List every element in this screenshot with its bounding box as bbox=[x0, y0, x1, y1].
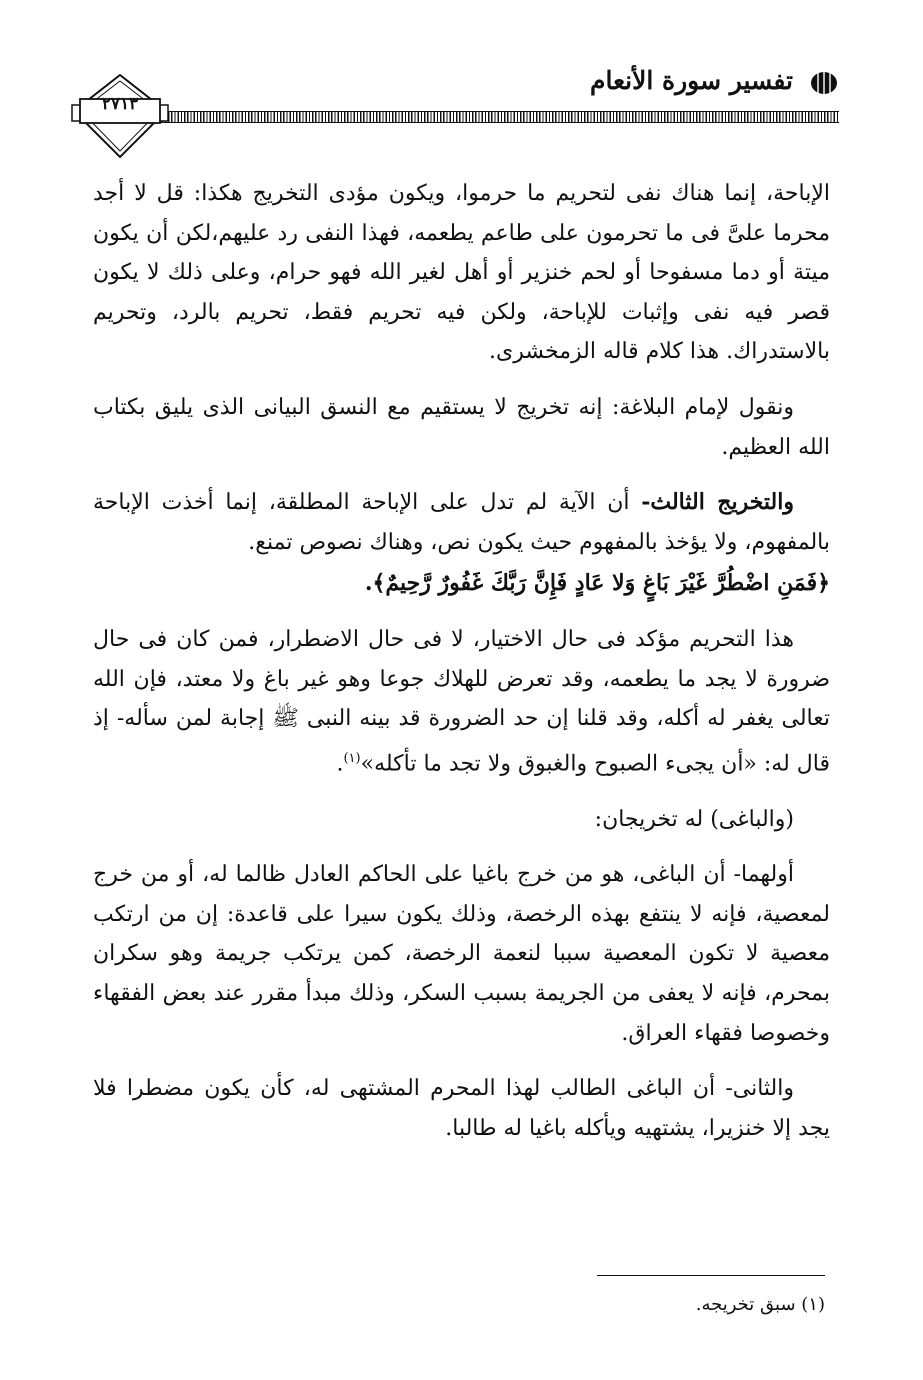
paragraph-7: والثانى- أن الباغى الطالب لهذا المحرم المشتهى له، كأن يكون مضطرا فلا يجد إلا خنزيرا، يشتهيه ويأكله باغيا له طالبا. bbox=[93, 1076, 830, 1141]
paragraph-3 bbox=[93, 483, 830, 562]
footnote: (١) سبق تخريجه. bbox=[695, 1294, 825, 1315]
body-text bbox=[93, 174, 830, 1164]
header-rule bbox=[152, 111, 839, 123]
footnote-rule bbox=[597, 1275, 825, 1276]
footnote-reference[interactable]: (١) bbox=[343, 750, 361, 766]
paragraph-2: ونقول لإمام البلاغة: إنه تخريج لا يستقيم مع النسق البيانى الذى يليق بكتاب الله العظيم. bbox=[93, 394, 830, 460]
paragraph-4-end: . bbox=[336, 751, 344, 777]
page-number-badge-icon bbox=[70, 73, 170, 159]
running-header-title: تفسير سورة الأنعام bbox=[589, 66, 793, 95]
paragraph-5: (والباغى) له تخريجان: bbox=[594, 806, 794, 832]
paragraph-1: الإباحة، إنما هناك نفى لتحريم ما حرموا، ويكون مؤدى التخريج هكذا: قل لا أجد محرما علىَّ فى ما تحرمون على طاعم يطعمه، فهذا النفى رد عليهم،لكن أن يكون ميتة أو دما مسفوحا أو لحم خنزير أو أهل لغير الله فهو حرام، وعلى ذلك لا يكون قصر فيه نفى وإثبات للإباحة، ولكن فيه تحريم فقط، تحريم بالرد، وتحريم بالاستدراك. هذا كلام قاله الزمخشرى. bbox=[93, 181, 830, 365]
page-number: ٢٧١٣ bbox=[101, 94, 139, 114]
header-ornament-icon bbox=[809, 70, 839, 96]
paragraph-3-text: أن الآية لم تدل على الإباحة المطلقة، إنما أخذت الإباحة بالمفهوم، ولا يؤخذ بالمفهوم حيث يكون نص، وهناك نصوص تمنع. bbox=[93, 490, 830, 555]
quran-verse: ﴿فَمَنِ اضْطُرَّ غَيْرَ بَاغٍ وَلا عَادٍ فَإِنَّ رَبَّكَ غَفُورٌ رَّحِيمٌ﴾. bbox=[364, 570, 830, 597]
paragraph-4 bbox=[93, 620, 830, 784]
paragraph-6: أولهما- أن الباغى، هو من خرج باغيا على الحاكم العادل ظالما له، أو من خرج لمعصية، فإنه لا ينتفع بهذه الرخصة، وذلك يكون سيرا على قاعدة: إن من ارتكب معصية لا تكون المعصية سببا لنعمة الرخصة، كمن يرتكب جريمة وهو سكران بمحرم، فإنه لا يعفى من الجريمة بسبب السكر، وذلك مبدأ مقرر عند بعض الفقهاء وخصوصا فقهاء العراق. bbox=[93, 862, 830, 1046]
paragraph-3-heading: والتخريج الثالث- bbox=[641, 489, 794, 516]
paragraph-4-text: هذا التحريم مؤكد فى حال الاختيار، لا فى حال الاضطرار، فمن كان فى حال ضرورة لا يجد ما يطعمه، وقد تعرض للهلاك جوعا وهو غير باغ ولا معتد، فإن الله تعالى يغفر له أكله، وقد قلنا إن حد الضرورة قد بينه النبى ﷺ إجابة لمن سأله- إذ قال له: «أن يجىء الصبوح والغبوق ولا تجد ما تأكله» bbox=[93, 626, 830, 777]
